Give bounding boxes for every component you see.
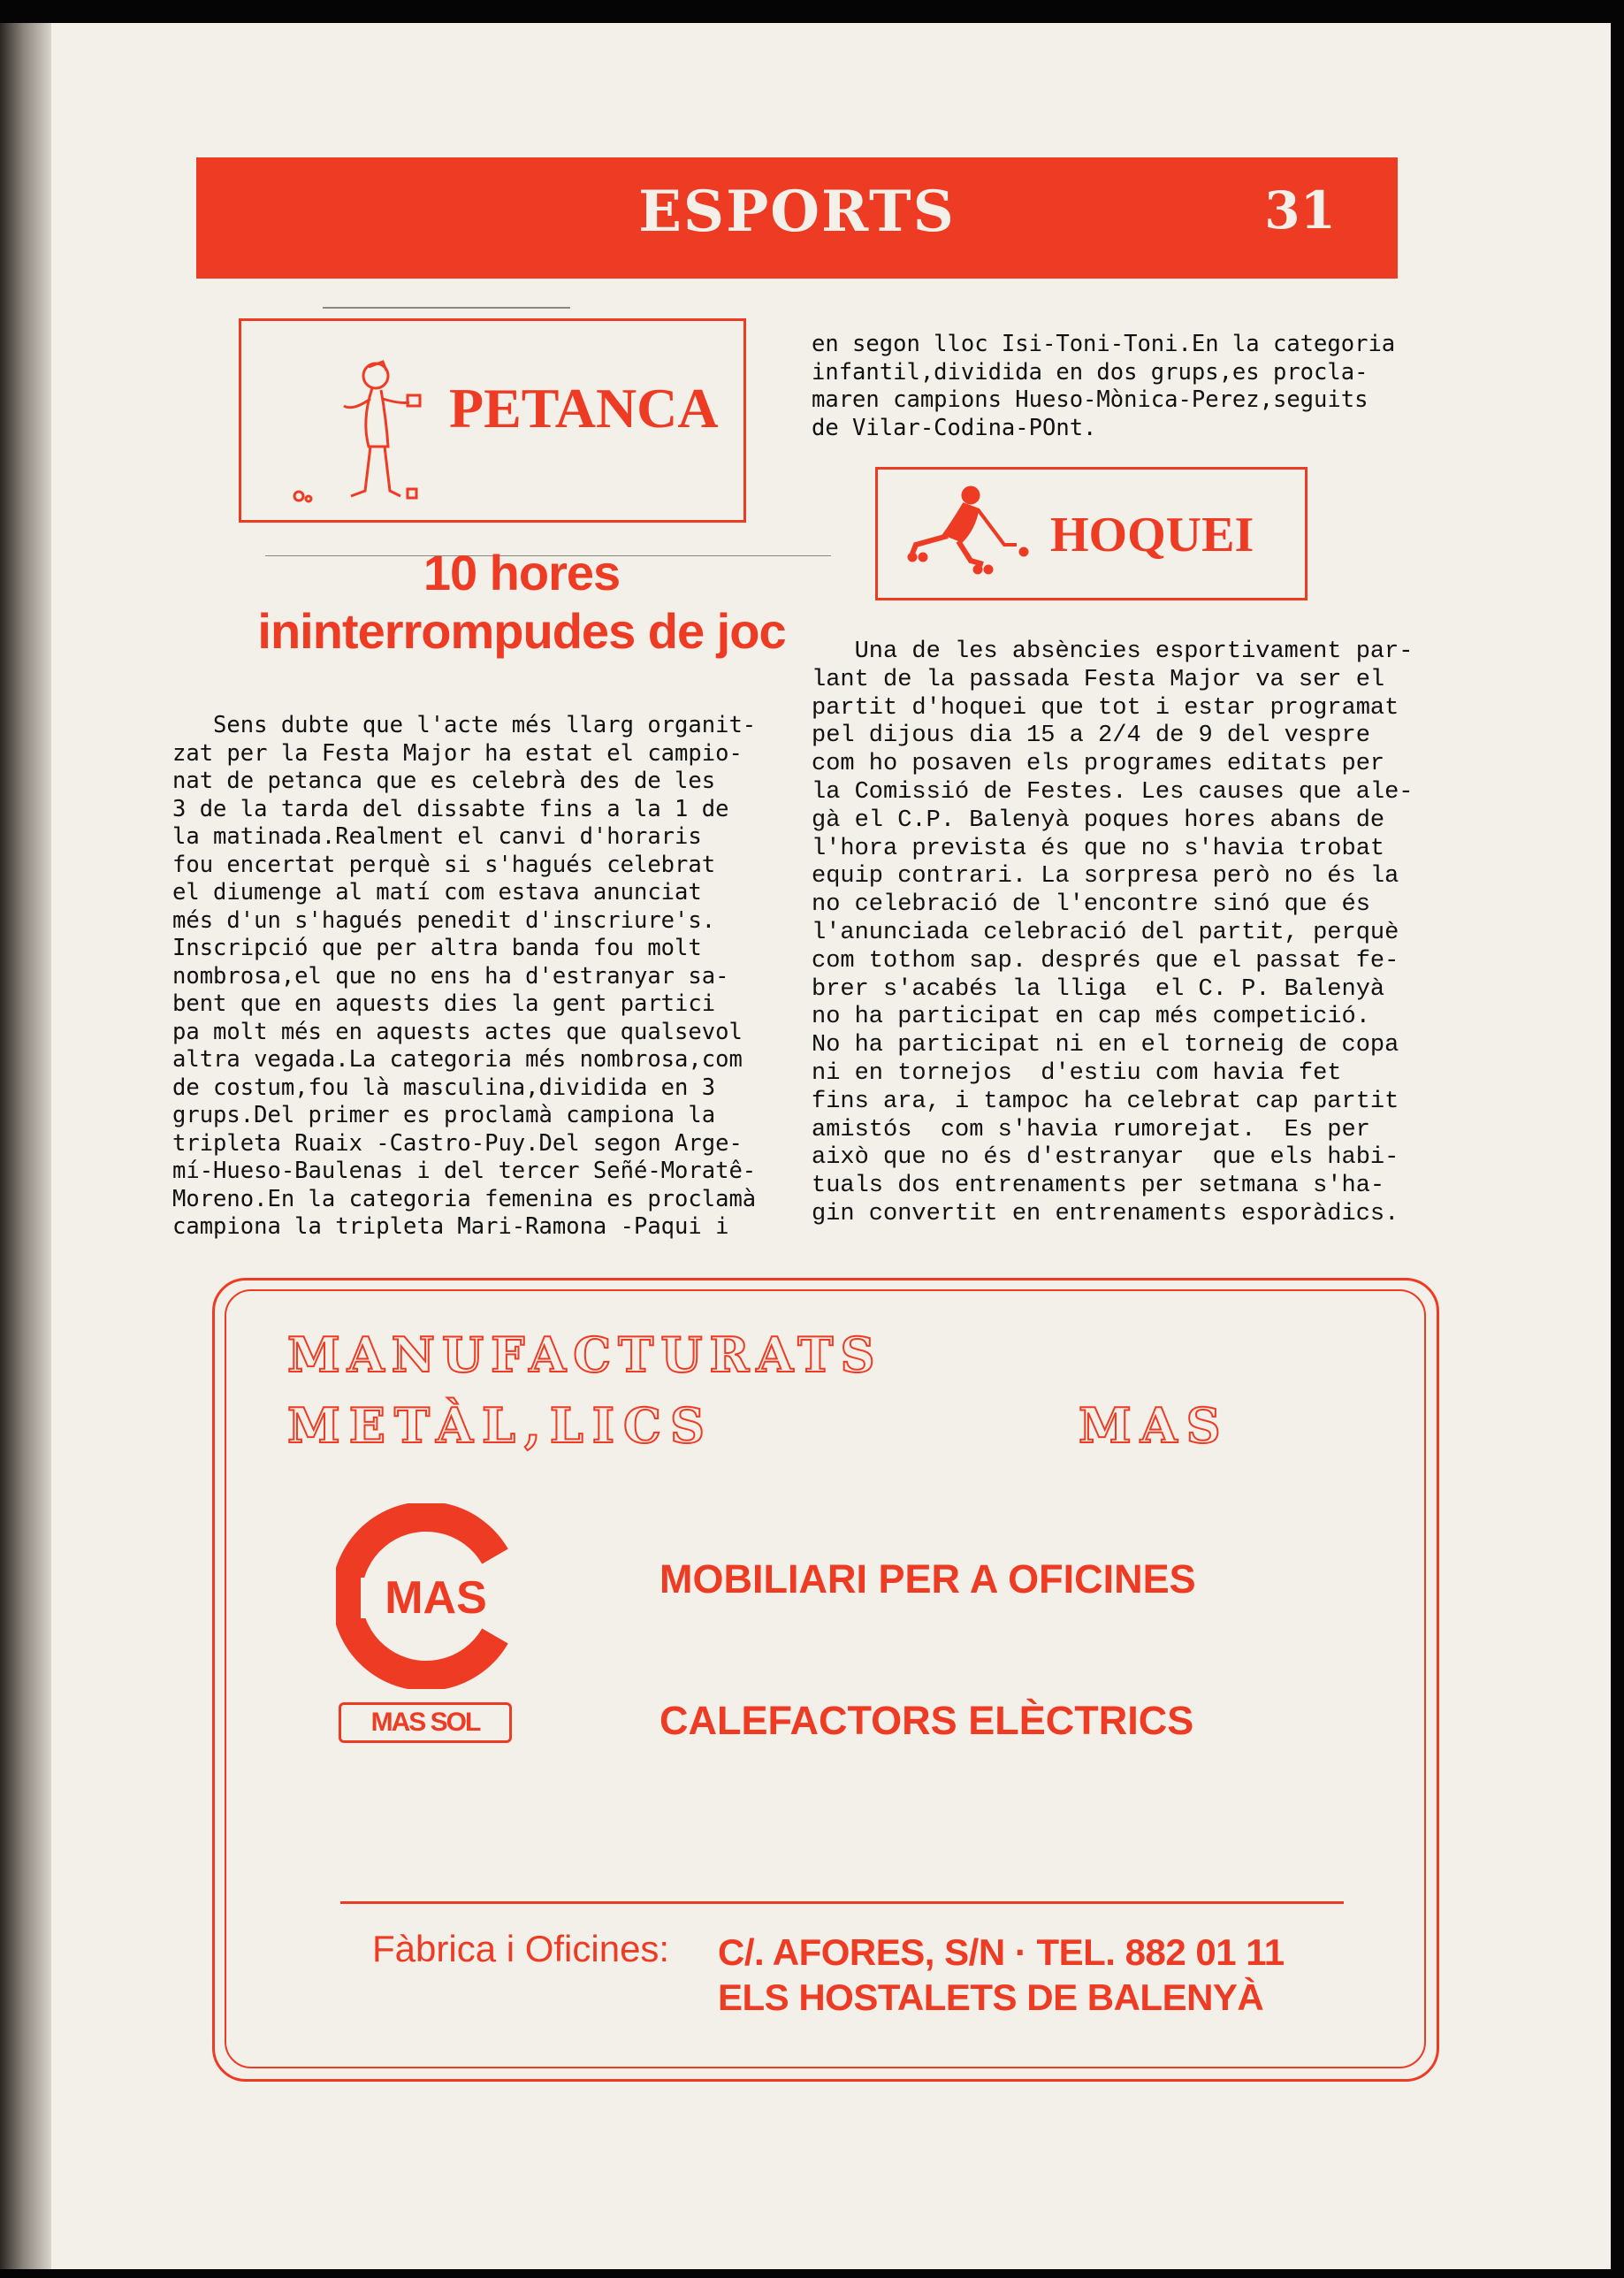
- petanca-article-body: Sens dubte que l'acte més llarg organit- zat per la Festa Major ha estat el campio- nat de petanca que es celebrà des de les 3 de la tarda del dissabte fins a la 1 de la matinada.Realment el canvi d'horaris fou encertat perquè si s'hagués celebrat el diumenge al matí com estava anunciat més d'un s'hagués penedit d'inscriure's. Inscripció que per altra banda fou molt nombrosa,el que no ens ha d'estranyar sa- bent que en aquests dies la gent partici pa molt més en aquests actes que qualsevol altra vegada.La categoria més nombrosa,com de costum,fou là masculina,dividida en 3 grups.Del primer es proclamà campiona la tripleta Ruaix -Castro-Puy.Del segon Arge- mí-Hueso-Baulenas i del tercer Señé-Moratê- Moreno.En la categoria femenina es proclamà campiona la tripleta Mari-Ramona -Paqui i: [172, 712, 757, 1240]
- page-number: 31: [1264, 180, 1336, 241]
- headline-text: 10 hores ininterrompudes de joc: [257, 545, 786, 659]
- mas-logo-text: MAS: [385, 1572, 487, 1624]
- section-header-bar: [196, 157, 1398, 279]
- petanca-title: PETANCA: [449, 377, 719, 440]
- section-title: ESPORTS: [638, 179, 956, 245]
- ad-address-line-2: ELS HOSTALETS DE BALENYÀ: [718, 1976, 1264, 2018]
- article-headline: [177, 544, 866, 661]
- petanca-player-icon: [277, 340, 445, 508]
- ad-factory-label: Fàbrica i Oficines:: [372, 1928, 670, 1969]
- ad-product-electric-heaters: CALEFACTORS ELÈCTRICS: [660, 1698, 1194, 1743]
- petanca-article-continuation: en segon lloc Isi-Toni-Toni.En la categoria infantil,dividida en dos grups,es procla- maren campions Hueso-Mònica-Perez,seguits de Vilar-Codina-POnt.: [812, 331, 1396, 441]
- hoquei-section-box: [875, 467, 1308, 600]
- binding-spine: [0, 23, 51, 2269]
- mas-logo: [336, 1503, 522, 1689]
- ad-address: [718, 1930, 1285, 2020]
- petanca-section-box: [239, 318, 746, 523]
- mas-sol-logo: MAS SOL: [339, 1702, 512, 1743]
- hockey-player-icon: [900, 483, 1033, 585]
- ad-product-office-furniture: MOBILIARI PER A OFICINES: [660, 1556, 1196, 1601]
- ad-title-brand: MAS: [1079, 1397, 1230, 1454]
- ad-address-line-1: C/. AFORES, S/N · TEL. 882 01 11: [718, 1931, 1285, 1973]
- ad-title-line-2: METÀL,LICS: [287, 1397, 714, 1454]
- hoquei-article-body: Una de les absències esportivament par- lant de la passada Festa Major va ser el partit d'hoquei que tot i estar programat pel dijous dia 15 a 2/4 de 9 del vespre com ho posaven els programes editats per la Comissió de Festes. Les causes que ale- gà el C.P. Balenyà poques hores abans de l'hora prevista és que no s'havia trobat equip contrari. La sorpresa però no és la no celebració de l'encontre sinó que és l'anunciada celebració del partit, perquè com tothom sap. després que el passat fe- brer s'acabés la lliga el C. P. Balenyà no ha participat en cap més competició. No ha participat ni en el torneig de copa ni en tornejos d'estiu com havia fet fins ara, i tampoc ha celebrat cap partit amistós com s'havia rumorejat. Es per això que no és d'estranyar que els habi- tuals dos entrenaments per setmana s'ha- gin convertit en entrenaments esporàdics.: [812, 638, 1414, 1227]
- ad-divider: [340, 1901, 1344, 1904]
- divider: [323, 307, 570, 309]
- hoquei-title: HOQUEI: [1050, 508, 1254, 562]
- ad-title-line-1: MANUFACTURATS: [287, 1326, 882, 1383]
